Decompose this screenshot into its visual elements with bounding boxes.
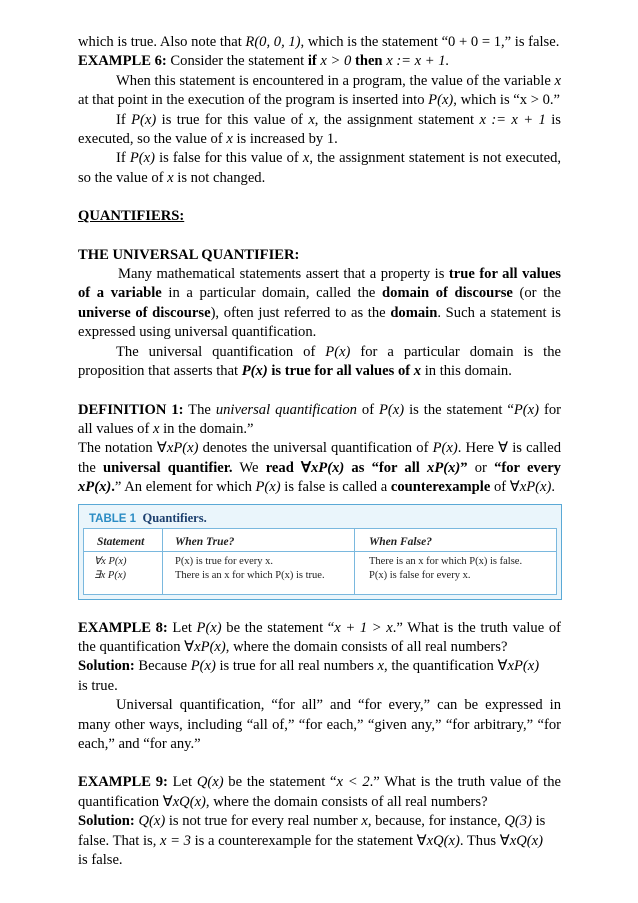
math-expression: xP(x) — [519, 479, 552, 496]
spacer — [78, 754, 561, 773]
text: be the statement “ — [223, 774, 337, 791]
example-6-paragraph-1 — [78, 72, 561, 111]
math-expression: xP(x) — [194, 638, 226, 655]
math-expression: x < 2 — [336, 774, 370, 791]
text: The notation ∀ — [78, 440, 167, 457]
universal-paragraph-2 — [78, 343, 561, 382]
table-cell: ∃x P(x) — [94, 569, 126, 581]
text: . Such a statement is expressed using universal quantification. — [78, 304, 561, 341]
example-label: EXAMPLE 9: — [78, 774, 168, 791]
text: is the statement “ — [404, 401, 514, 418]
math-expression: xP(x) — [166, 440, 199, 457]
text: The — [183, 401, 216, 418]
math-var: x — [413, 363, 422, 380]
quantifiers-table — [78, 504, 562, 600]
text: . Here ∀ is called the — [78, 440, 561, 476]
text: at that point in the execution of the program is inserted into — [78, 92, 429, 109]
text: is increased by 1. — [232, 131, 338, 148]
math-expression: Q(3) — [504, 813, 532, 830]
math-expression: P(x) — [129, 150, 155, 167]
forall-paragraph: Universal quantification, “for all” and “for every,” can be expressed in many other ways, including “all of,” “for each,” “given any,” “for arbitrary,” “for each,” and “for any.” — [78, 697, 561, 752]
bold-term: domain of discourse — [382, 285, 513, 302]
text: in the domain.” — [159, 420, 254, 437]
math-expression: Q(x) — [196, 774, 224, 791]
math-expression: x > 0 — [316, 53, 355, 70]
heading-universal-quantifier: THE UNIVERSAL QUANTIFIER: — [78, 246, 300, 263]
bold-term: universe of discourse — [78, 304, 211, 321]
table-grid — [83, 528, 557, 595]
math-var: x — [308, 111, 315, 128]
intro-paragraph — [78, 33, 561, 52]
text: ), often just referred to as the — [210, 304, 391, 321]
text: When this statement is encountered in a program, the value of the variable — [116, 72, 555, 89]
math-expression: P(x) — [432, 440, 458, 457]
math-var: x — [554, 72, 561, 89]
text: which is true. Also note that — [78, 34, 246, 50]
example-label: EXAMPLE 6: — [78, 53, 167, 70]
table-caption — [89, 509, 207, 529]
text: ” An element for which — [114, 479, 256, 496]
math-expression: xP(x) — [427, 459, 461, 476]
italic-term: universal quantification — [215, 401, 357, 418]
math-expression: P(x) — [428, 92, 454, 109]
column-when-true — [162, 529, 355, 594]
text: Let — [167, 619, 197, 636]
text: is executed, so the value of — [78, 111, 561, 148]
text: is false is called a — [280, 479, 391, 496]
math-expression: x = 3 — [160, 832, 191, 849]
text: , where the domain consists of all real numbers? — [225, 638, 508, 655]
example-8 — [78, 619, 561, 658]
table-cell: P(x) is true for every x. — [175, 555, 273, 567]
math-var: x — [302, 150, 310, 167]
math-expression: x + 1 > x — [334, 619, 393, 636]
text: Many mathematical statements assert that a property is — [118, 266, 449, 283]
text: of ∀ — [490, 479, 520, 496]
column-statement — [84, 529, 162, 594]
bold-term: “for every — [494, 459, 561, 476]
math-expression: P(x) — [241, 363, 268, 380]
bold-term: as “for all — [344, 459, 428, 476]
text: for all values of — [78, 401, 561, 437]
text: is false. That is, — [78, 813, 546, 849]
column-header-when-false: When False? — [369, 535, 432, 548]
text: is false. — [78, 852, 123, 868]
math-var: x — [167, 169, 174, 186]
math-expression: P(x) — [255, 479, 281, 496]
math-expression: P(x) — [196, 619, 222, 636]
solution-9 — [78, 812, 561, 870]
math-expression: R(0, 0, 1) — [245, 34, 301, 50]
keyword-if: if — [307, 53, 317, 70]
text: Consider the statement — [166, 53, 308, 70]
text: is true for this value of — [156, 111, 309, 128]
math-expression: Q(x) — [138, 813, 166, 830]
math-expression: xP(x) — [311, 459, 345, 476]
universal-paragraph-1 — [78, 265, 561, 343]
text: in a particular domain, called the — [161, 285, 383, 302]
example-9 — [78, 773, 561, 812]
text: Let — [167, 774, 197, 791]
text: of — [356, 401, 380, 418]
column-when-false — [354, 529, 556, 594]
solution-label: Solution: — [78, 658, 135, 675]
definition-label: DEFINITION 1: — [78, 401, 184, 418]
math-expression: xQ(x) — [509, 832, 543, 849]
text: .” What is the truth value of the quantification ∀ — [78, 774, 562, 810]
example-6-paragraph-2 — [78, 111, 561, 150]
text: If — [116, 111, 132, 128]
math-expression: P(x) — [190, 658, 216, 675]
math-expression: xP(x) — [78, 479, 112, 496]
text: Because — [134, 658, 191, 675]
bold-term: . — [111, 479, 115, 496]
example-6 — [78, 52, 561, 71]
spacer — [78, 227, 561, 246]
math-expression: P(x) — [513, 401, 540, 418]
example-label: EXAMPLE 8: — [78, 619, 168, 636]
keyword-then: then — [354, 53, 383, 70]
text: for a particular domain is the proposition that asserts that — [78, 343, 562, 380]
math-var: x — [361, 813, 368, 830]
text: in this domain. — [421, 363, 512, 380]
math-expression: P(x) — [379, 401, 405, 418]
math-var: x — [152, 420, 160, 437]
bold-term: universal quantifier. — [103, 459, 233, 476]
table-cell: ∀x P(x) — [94, 555, 127, 567]
math-expression: x := x + 1 — [479, 111, 546, 128]
bold-term: ” — [460, 459, 468, 476]
solution-8 — [78, 657, 561, 696]
bold-term: counterexample — [390, 479, 491, 496]
text: If — [116, 150, 130, 167]
text: is true. — [78, 677, 118, 694]
definition-1 — [78, 401, 561, 440]
bold-term: domain — [390, 304, 438, 321]
math-expression: x := x + 1. — [382, 53, 450, 70]
table-cell: There is an x for which P(x) is true. — [175, 569, 325, 581]
math-expression: xP(x) — [507, 658, 540, 675]
heading-quantifiers: QUANTIFIERS: — [78, 208, 185, 225]
text: We — [232, 459, 266, 476]
text: denotes the universal quantification of — [198, 440, 433, 457]
text: . Thus ∀ — [459, 832, 510, 849]
text: , the quantification ∀ — [384, 658, 508, 675]
column-header-statement: Statement — [97, 535, 145, 548]
text: .” What is the truth value of the quantification ∀ — [78, 619, 562, 655]
text: be the statement “ — [221, 619, 335, 636]
table-cell: There is an x for which P(x) is false. — [369, 555, 523, 567]
bold-term: read ∀ — [265, 459, 311, 476]
text: . — [551, 479, 555, 496]
text: , which is the statement “0 + 0 = 1,” is false. — [300, 34, 560, 50]
spacer — [78, 600, 561, 619]
text: , because, for instance, — [367, 813, 505, 830]
example-6-paragraph-3 — [78, 149, 561, 188]
spacer — [78, 188, 561, 207]
math-expression: xQ(x) — [426, 832, 460, 849]
text: , the assignment statement — [314, 111, 480, 128]
text: is false for this value of — [154, 150, 303, 167]
document-page — [78, 33, 561, 870]
text: is not true for every real number — [165, 813, 362, 830]
text: is a counterexample for the statement ∀ — [190, 832, 427, 849]
math-var: x — [377, 658, 385, 675]
column-header-when-true: When True? — [175, 535, 235, 548]
spacer — [78, 382, 561, 401]
table-label: TABLE 1 — [89, 512, 137, 525]
table-title: Quantifiers. — [142, 510, 207, 525]
text: is true for all real numbers — [215, 658, 378, 675]
text: , the assignment statement is not executed, so the value of — [78, 150, 562, 186]
math-expression: P(x) — [325, 343, 351, 360]
text: is not changed. — [173, 169, 266, 186]
notation-paragraph — [78, 439, 561, 497]
text: , which is “x > 0.” — [453, 92, 561, 109]
text: or — [467, 459, 495, 476]
math-expression: xQ(x) — [172, 793, 206, 810]
text: , where the domain consists of all real numbers? — [205, 793, 488, 810]
bold-term: true for all values of a variable — [78, 266, 561, 302]
text: (or the — [512, 285, 561, 302]
text: The universal quantification of — [116, 343, 326, 360]
math-expression: P(x) — [131, 111, 157, 128]
solution-label: Solution: — [78, 813, 135, 830]
math-var: x — [226, 131, 233, 148]
table-cell: P(x) is false for every x. — [369, 569, 471, 581]
bold-term: is true for all values of — [267, 363, 414, 380]
